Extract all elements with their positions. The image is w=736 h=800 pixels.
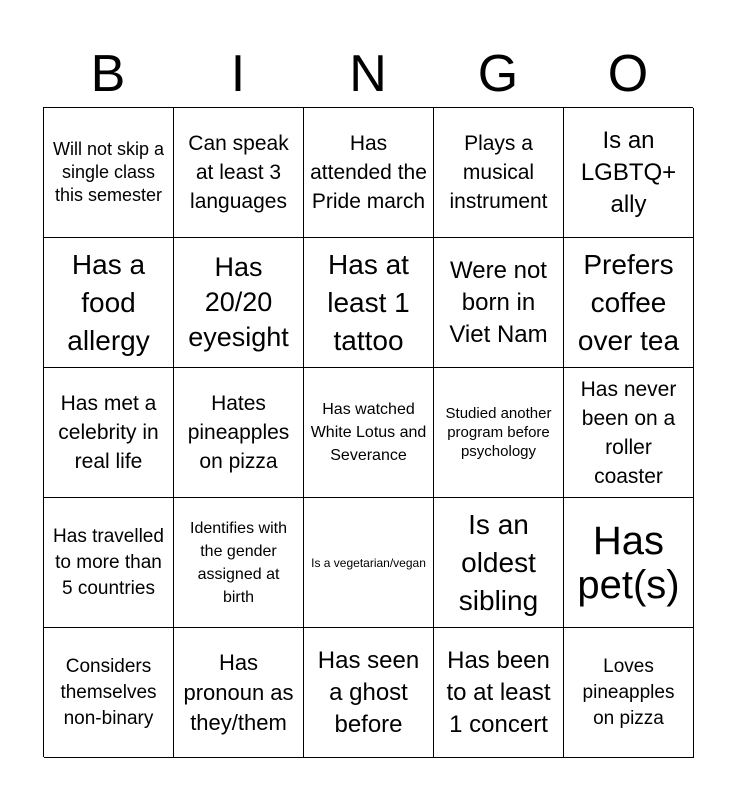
bingo-cell-r4-c4[interactable] [434,498,564,628]
header-letter-i: I [230,45,246,103]
bingo-cell-r3-c3[interactable] [304,368,434,498]
bingo-cell-text: Has 20/20 eyesight [188,252,289,352]
bingo-cell-text: Has never been on a roller coaster [580,377,677,488]
bingo-cell-r5-c2[interactable] [174,628,304,758]
bingo-cell-r5-c1[interactable] [44,628,174,758]
bingo-cell-text: Were not born in Viet Nam [449,256,548,348]
bingo-cell-text: Loves pineapples on pizza [582,655,675,729]
bingo-cell-r5-c4[interactable] [434,628,564,758]
bingo-cell-r2-c4[interactable] [434,238,564,368]
bingo-cell-text: Has pet(s) [577,518,680,607]
bingo-cell-text: Considers themselves non-binary [60,655,157,729]
bingo-header [43,40,693,108]
bingo-cell-r2-c5[interactable] [564,238,694,368]
bingo-cell-text: Is an oldest sibling [458,508,539,616]
bingo-cell-text: Studied another program before psychology [445,405,552,460]
bingo-cell-text: Has seen a ghost before [317,646,420,738]
bingo-cell-r2-c3[interactable] [304,238,434,368]
bingo-cell-r1-c5[interactable] [564,108,694,238]
bingo-cell-r2-c1[interactable] [44,238,174,368]
bingo-cell-r1-c2[interactable] [174,108,304,238]
bingo-cell-r1-c3[interactable] [304,108,434,238]
bingo-cell-text: Has been to at least 1 concert [446,646,551,738]
bingo-cell-r2-c2[interactable] [174,238,304,368]
bingo-cell-text: Has pronoun as they/them [183,649,294,735]
bingo-cell-r3-c1[interactable] [44,368,174,498]
header-letter-g: G [477,45,519,103]
bingo-cell-r5-c5[interactable] [564,628,694,758]
bingo-cell-text: Plays a musical instrument [449,132,548,213]
bingo-cell-text: Has travelled to more than 5 countries [53,525,164,599]
bingo-cell-r5-c3[interactable] [304,628,434,758]
bingo-cell-text: Is a vegetarian/vegan [311,555,426,570]
bingo-cell-r4-c2[interactable] [174,498,304,628]
header-letter-o: O [607,45,649,103]
bingo-cell-text: Identifies with the gender assigned at birth [190,519,287,606]
bingo-cell-r3-c5[interactable] [564,368,694,498]
bingo-cell-r4-c3[interactable] [304,498,434,628]
bingo-cell-text: Is an LGBTQ+ ally [580,126,677,218]
bingo-cell-text: Can speak at least 3 languages [188,132,289,213]
bingo-cell-text: Prefers coffee over tea [577,248,680,356]
bingo-cell-text: Has attended the Pride march [310,132,427,213]
bingo-cell-text: Has at least 1 tattoo [327,248,410,356]
header-letter-n: N [349,45,387,103]
bingo-cell-text: Has watched White Lotus and Severance [310,401,427,464]
bingo-cell-r3-c2[interactable] [174,368,304,498]
header-letter-b: B [90,45,126,103]
bingo-cell-text: Will not skip a single class this semester [52,139,165,205]
bingo-cell-r1-c1[interactable] [44,108,174,238]
bingo-cell-r3-c4[interactable] [434,368,564,498]
bingo-cell-r1-c4[interactable] [434,108,564,238]
bingo-cell-r4-c5[interactable] [564,498,694,628]
bingo-cell-r4-c1[interactable] [44,498,174,628]
bingo-cell-text: Has met a celebrity in real life [58,392,159,473]
bingo-cell-text: Has a food allergy [67,248,150,356]
bingo-cell-text: Hates pineapples on pizza [187,392,290,473]
bingo-card-grid [43,107,693,757]
